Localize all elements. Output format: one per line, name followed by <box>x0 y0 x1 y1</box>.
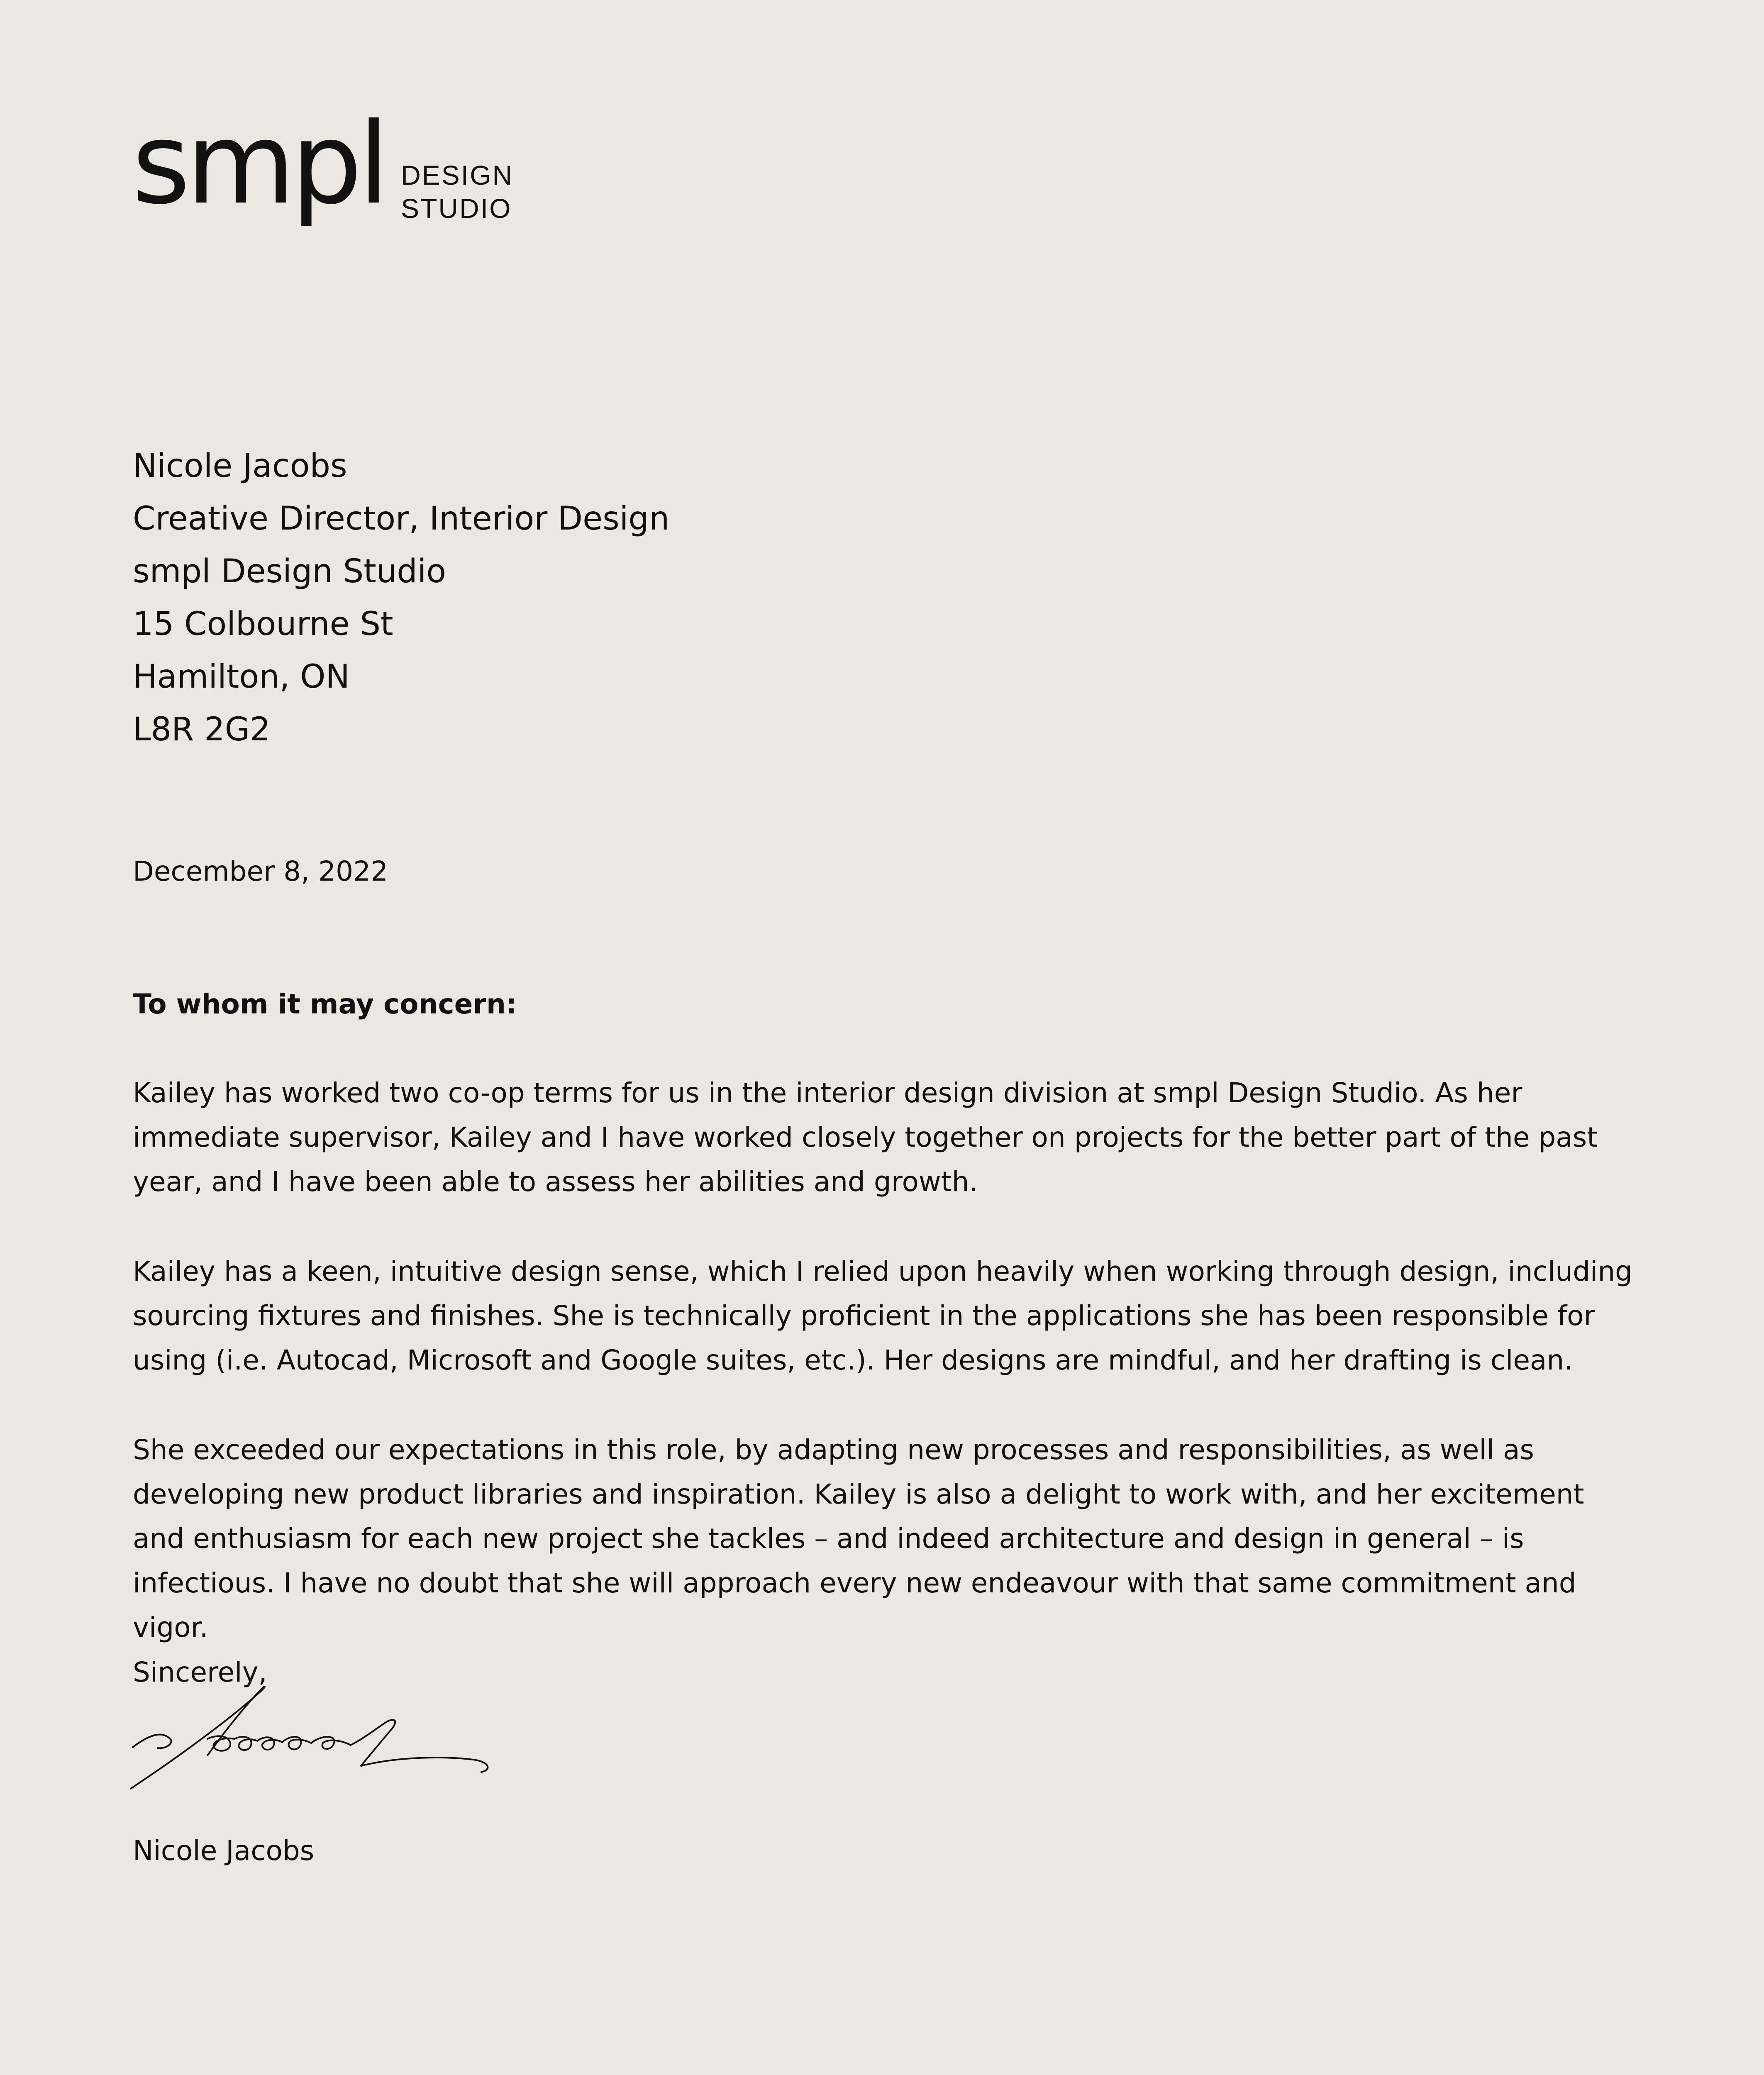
recipient-postal-code: L8R 2G2 <box>133 711 271 748</box>
letter-salutation: To whom it may concern: <box>133 988 517 1020</box>
recipient-city: Hamilton, ON <box>133 658 350 696</box>
recipient-title: Creative Director, Interior Design <box>133 500 670 537</box>
handwritten-signature <box>124 1677 523 1805</box>
recipient-street: 15 Colbourne St <box>133 605 393 643</box>
company-logo <box>132 98 514 229</box>
logo-line-design: DESIGN <box>401 160 514 190</box>
letter-date: December 8, 2022 <box>133 855 388 887</box>
recipient-name: Nicole Jacobs <box>133 447 347 485</box>
logo-wordmark: smpl <box>132 98 385 229</box>
logo-subtitle <box>401 159 513 225</box>
body-paragraph: She exceeded our expectations in this role, by adapting new processes and responsibilities, as well as developing new product libraries and inspiration. Kailey is also a delight to work with, and her excitement and enthusiasm for each new project she tackles – and indeed architecture and design in general – is infectious. I have no doubt that she will approach every new endeavour with that same commitment and vigor. <box>133 1434 1584 1643</box>
recipient-company: smpl Design Studio <box>133 553 446 590</box>
body-paragraph: Kailey has worked two co-op terms for us in the interior design division at smpl Design Studio. As her immediate supervisor, Kailey and I have worked closely together on projects for the better part of the past year, and I have been able to assess her abilities and growth. <box>133 1077 1598 1198</box>
letter-closing: Sincerely, <box>133 1656 267 1688</box>
recipient-address-block <box>133 440 669 756</box>
logo-line-studio: STUDIO <box>401 193 512 224</box>
signer-name: Nicole Jacobs <box>133 1835 315 1867</box>
body-paragraph: Kailey has a keen, intuitive design sense, which I relied upon heavily when working through design, including sourcing fixtures and finishes. She is technically proficient in the applications she has been responsible for using (i.e. Autocad, Microsoft and Google suites, etc.). Her designs are mindful, and her drafting is clean. <box>133 1255 1633 1376</box>
